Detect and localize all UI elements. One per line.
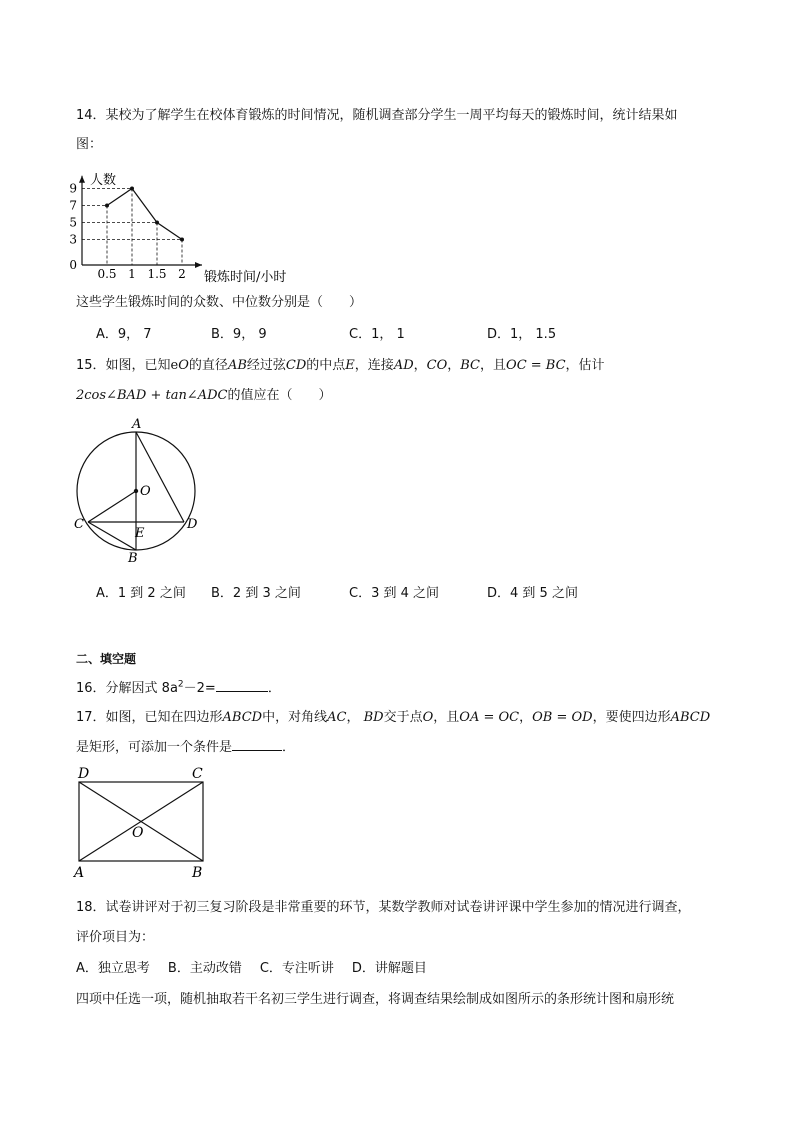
q18-items <box>76 957 427 976</box>
series-line <box>107 189 182 240</box>
label-o: O <box>140 484 151 499</box>
data-point <box>155 221 159 225</box>
q16-answer-blank[interactable] <box>216 679 268 692</box>
q15-stem-line2: 2cos∠BAD + tan∠ADC的值应在（ ） <box>76 388 332 403</box>
q18-item-c: C．专注听讲 <box>259 961 334 976</box>
q18-stem-line4: 四项中任选一项，随机抽取若干名初三学生进行调查，将调查结果绘制成如图所示的条形统计图和扇形统 <box>76 992 675 1007</box>
y-tick-label: 5 <box>69 215 77 230</box>
q17-answer-blank[interactable] <box>232 738 282 751</box>
segment-ad <box>136 432 184 522</box>
label-a: A <box>132 417 142 432</box>
x-axis-arrow <box>195 262 202 268</box>
q15-option-b[interactable]: B．2 到 3 之间 <box>211 586 301 601</box>
q15-option-d[interactable]: D．4 到 5 之间 <box>487 586 578 601</box>
y-tick-label: 7 <box>69 198 77 213</box>
label-d: D <box>187 517 198 532</box>
label-b: B <box>128 551 138 566</box>
q15-option-a[interactable]: A．1 到 2 之间 <box>96 586 186 601</box>
q14-stem-line2: 图： <box>76 137 103 152</box>
label-a: A <box>74 865 85 881</box>
label-e: E <box>135 526 145 541</box>
q18-item-d: D．讲解题目 <box>351 961 427 976</box>
x-axis-label: 锻炼时间/小时 <box>204 270 287 285</box>
label-d: D <box>78 766 90 782</box>
data-point <box>105 204 109 208</box>
y-axis-label: 人数 <box>90 172 117 188</box>
x-tick-label: 0.5 <box>97 267 117 281</box>
label-c: C <box>192 766 203 782</box>
segment-bc <box>88 522 136 550</box>
q15-circle-figure <box>66 412 216 572</box>
q14-option-a[interactable]: A．9， 7 <box>96 327 152 342</box>
data-point <box>180 238 184 242</box>
origin-label: 0 <box>69 258 77 272</box>
y-tick-label: 3 <box>69 232 77 247</box>
q15-stem-line1: 15．如图，已知eO的直径AB经过弦CD的中点E，连接AD，CO，BC，且OC = BC，估计 <box>76 358 605 373</box>
q17-stem-line2: 是矩形，可添加一个条件是 ． <box>76 740 296 755</box>
label-o: O <box>132 825 144 841</box>
q14-option-b[interactable]: B．9， 9 <box>211 327 267 342</box>
x-tick-label: 1.5 <box>147 267 167 281</box>
circle-symbol: e <box>170 358 179 373</box>
q15-option-c[interactable]: C．3 到 4 之间 <box>349 586 440 601</box>
x-tick-label: 2 <box>178 267 186 281</box>
q17-rectangle-figure <box>66 762 226 882</box>
x-tick-label: 1 <box>128 267 136 281</box>
data-point <box>130 187 134 191</box>
point-o <box>134 489 138 493</box>
q17-stem-line1: 17．如图，已知在四边形ABCD中，对角线AC， BD交于点O，且OA = OC，OB = OD，要使四边形ABCD <box>76 710 711 725</box>
q18-item-b: B．主动改错 <box>167 961 242 976</box>
q16-stem: 16．分解因式 $8a^2-2=$ ． <box>76 679 281 696</box>
y-tick-label: 9 <box>69 181 77 196</box>
segment-co <box>88 491 136 522</box>
q15-expression: 2cos∠BAD + tan∠ADC <box>76 388 228 403</box>
section-title: 二、填空题 <box>76 652 137 666</box>
q14-question: 这些学生锻炼时间的众数、中位数分别是（ ） <box>76 295 363 310</box>
q14-option-c[interactable]: C．1， 1 <box>349 327 405 342</box>
label-b: B <box>192 865 203 881</box>
q18-item-a: A．独立思考 <box>76 961 150 976</box>
y-axis-arrow <box>79 176 85 183</box>
q14-stem-line1: 14．某校为了解学生在校体育锻炼的时间情况，随机调查部分学生一周平均每天的锻炼时间，统计结果如 <box>76 108 678 123</box>
q14-option-d[interactable]: D．1， 1.5 <box>487 327 557 342</box>
label-c: C <box>74 517 84 532</box>
q18-stem-line2: 评价项目为： <box>76 930 155 945</box>
q14-line-chart <box>60 152 320 287</box>
q18-stem-line1: 18．试卷讲评对于初三复习阶段是非常重要的环节，某数学教师对试卷讲评课中学生参加的情况进行调查， <box>76 900 691 915</box>
